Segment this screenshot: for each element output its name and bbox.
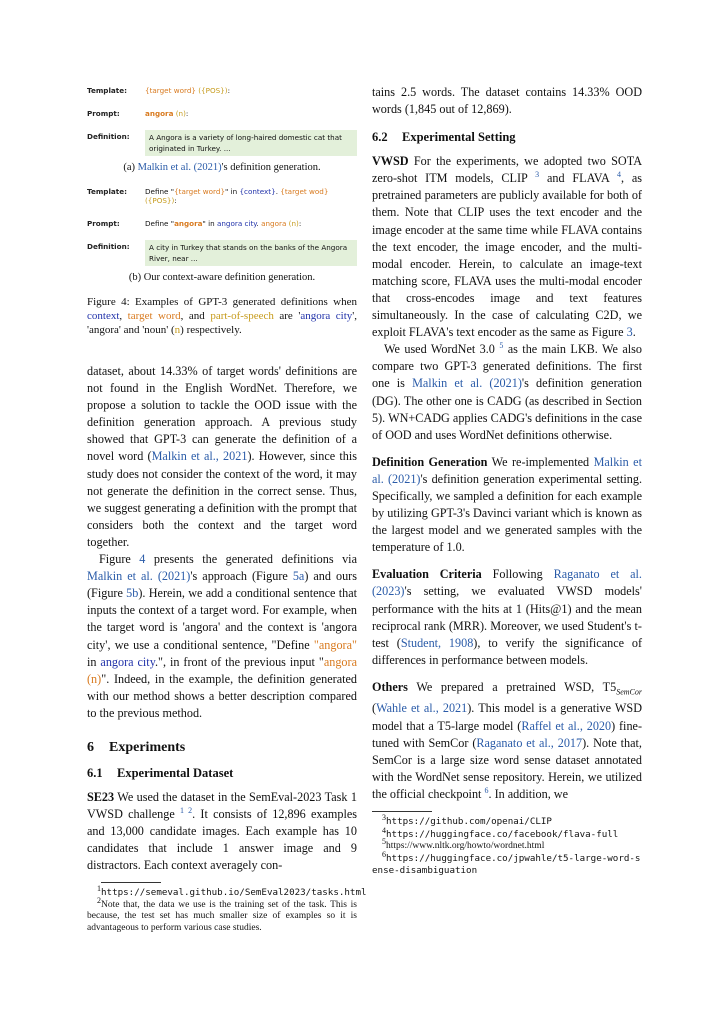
p2-c: 's approach (Figure [190,569,293,584]
se23-a: We used the dataset in the SemEval-2023 Task 1 VWSD challenge [87,789,357,822]
dg-a: We re-implemented [487,454,594,469]
figure-4b-definition-row [87,240,357,266]
others-heading: Others [372,679,408,694]
prompt-colon: : [298,219,302,228]
paragraph-wordnet [372,341,642,444]
dg-citation[interactable]: Malkin et al. (2021) [372,454,642,486]
caption-context: context [87,310,120,322]
caption-are: are ' [273,310,301,322]
others-f: . In addition, we [488,786,569,801]
figure-4a-subcaption [87,162,357,173]
vwsd-c: , as pretrained parameters are publicly available for both of them. Note that CLIP uses the text encoder and the image encoder at the same time while FLAVA contains the text encoder, the image encoder, and the multi-modal encoder. Herein, to calculate an image-text matching score, FLAVA uses the multi-modal encoder that cross-encodes image and text features simultaneously. In the case of calculating C2D, we exploit FLAVA's text encoder as the same as Figure [372,171,642,340]
figure-4a-definition-row [87,130,357,156]
vwsd-figure-ref[interactable]: 3 [626,325,633,340]
section-6-heading [87,740,357,756]
figure-4b-subcaption: (b) Our context-aware definition generation. [128,272,316,283]
prompt-value [145,217,357,228]
prompt-word2: angora [261,219,287,228]
template-pos: ({POS}) [198,86,228,95]
figure-4-caption [87,295,357,337]
footnote-1-number: 1 [97,884,101,894]
p1-end: ). However, since this study does not consider the context of the word, it may not generate the definition in the correct sense. Thus, we suggest generating a definition with the prompt that considers both the context and the target word together. [87,449,358,549]
others-d: ) fine-tuned with SemCor ( [372,718,643,750]
section-6-title: Experiments [109,739,186,755]
vwsd-footnote-3[interactable]: 3 [535,170,540,180]
p2-city: angora city [100,654,155,669]
prompt-pre: Define " [145,219,175,228]
template-value [145,84,357,95]
footnote-2-text: Note that, the data we use is the training set of the task. This is because, the test set has much smaller size of examples so it is advantageous to perform various case studies. [87,899,357,933]
template-mid: " in [225,187,240,196]
template-label: Template: [87,86,127,95]
template-target: {target word} [174,187,226,196]
paragraph-dataset-cont: tains 2.5 words. The dataset contains 14.33% OOD words (1,845 out of 12,869). [372,85,642,117]
paragraph-ood [87,363,357,551]
others-subscript: SemCor [616,687,642,697]
others-e: ). Note that, SemCor is a large size word sense dataset annotated with the WordNet sense repository. Herein, we utilized the official checkpoint [372,735,642,801]
wn-b: as the main LKB. We also compare two GPT-3 generated definitions. The first one is [372,342,642,391]
footnote-5 [372,836,642,853]
section-6-1-title: Experimental Dataset [117,765,234,780]
figure-4a-prompt-row [87,107,357,118]
paragraph-se23 [87,789,357,874]
p2-figure-5b-ref[interactable]: 5b [126,586,139,601]
section-6-2-heading [372,130,642,145]
right-column [372,84,642,878]
section-6-1-number: 6.1 [87,765,103,780]
figure-4b [87,185,357,266]
prompt-mid: " in [202,219,217,228]
figure-4b-template-row [87,185,357,205]
others-citation-wahle[interactable]: Wahle et al., 2021 [376,701,468,716]
template-context: {context} [239,187,276,196]
wn-citation[interactable]: Malkin et al. (2021) [412,376,522,391]
footnote-4 [372,825,642,842]
p2-in: in [87,654,101,669]
definition-text: A city in Turkey that stands on the banks of the Angora River, near ... [145,240,357,266]
footnote-6 [372,849,642,878]
vwsd-d: . [632,325,636,340]
vwsd-footnote-4[interactable]: 4 [616,170,621,180]
figure-4a-template-row [87,84,357,95]
footnote-6-url[interactable]: https://huggingface.co/jpwahle/t5-large-word-sense-disambiguation [372,852,641,876]
section-6-2-number: 6.2 [372,130,388,145]
caption-lead: Figure 4: Examples of GPT-3 generated definitions when [87,296,357,308]
others-footnote-6[interactable]: 6 [484,785,489,795]
prompt-value [145,107,357,118]
right-footnotes [372,811,642,878]
se23-b: . It consists of 12,896 examples and 13,000 candidate images. Each example has 10 candidates that include 1 answer image and 9 distractors. Each context averagely con- [87,807,357,873]
paragraph-evaluation-criteria [372,566,642,669]
ec-heading: Evaluation Criteria [372,567,482,582]
others-c: ). This model is a generative WSD model that a T5-large model ( [372,701,642,733]
template-target: {target word} [145,86,196,95]
prompt-label: Prompt: [87,109,120,118]
paragraph-definition-generation [372,454,642,557]
prompt-colon: : [185,109,189,118]
se23-heading: SE23 [87,789,115,804]
caption-target: target word [127,310,181,322]
prompt-context: angora city [216,219,257,228]
template-colon: : [227,86,230,95]
caption-n: n [174,324,181,336]
caption-and: , and [180,310,211,322]
footnote-1 [87,884,367,900]
section-6-2-title: Experimental Setting [402,130,516,145]
p2-d: ) and ours (Figure [87,569,357,601]
ec-citation-student[interactable]: Student, 1908 [400,635,474,650]
footnote-rule [101,882,161,883]
footnote-2 [87,895,357,935]
p2-a: Figure [99,552,140,567]
others-a: We prepared a pretrained WSD, T5 [407,679,617,694]
prompt-word: angora [174,219,203,228]
definition-label: Definition: [87,132,130,141]
vwsd-a: For the experiments, we adopted two SOTA zero-shot ITM models, CLIP [372,154,642,186]
se23-footnote-marks[interactable]: 1 2 [180,806,193,815]
wn-c: 's definition generation (DG). The other one is CADG (as described in Section 5). WN+CADG applies CADG's definitions in the case of OOD and uses WordNet definitions otherwise. [372,376,642,442]
p2-citation[interactable]: Malkin et al. (2021) [87,569,191,584]
footnote-2-number: 2 [97,895,101,905]
p2-angora-n: angora (n) [87,654,357,686]
prompt-word: angora [145,109,174,118]
ec-citation[interactable]: Raganato et al. (2023) [372,567,642,599]
footnote-1-url[interactable]: https://semeval.github.io/SemEval2023/tasks.html [101,887,367,899]
paragraph-figure4 [87,551,357,722]
p2-figure-5a-ref[interactable]: 5a [292,569,305,584]
template-pos: ({POS}) [145,196,175,205]
footnote-5-number: 5 [382,836,386,846]
section-6-1-heading [87,766,357,781]
left-footnotes [87,882,367,934]
ec-a: Following [481,567,554,582]
paragraph-others [372,679,642,803]
p2-figure-ref[interactable]: 4 [139,552,146,567]
subcap-prefix: (a) [123,162,138,173]
caption-pos: part-of-speech [210,310,274,322]
left-column [87,84,367,934]
footnote-4-number: 4 [382,825,386,835]
footnote-6-number: 6 [382,849,386,859]
caption-end: ) respectively. [180,324,242,336]
definition-text: A Angora is a variety of long-haired domestic cat that originated in Turkey. ... [145,130,357,156]
footnote-4-url[interactable]: https://huggingface.co/facebook/flava-full [386,828,619,840]
ec-b: 's setting, we evaluated VWSD models' performance with the hits at 1 (Hits@1) and the mean reciprocal rank (MRR). Moreover, we used Student's t-test ( [372,584,642,650]
template-target2: {target wod} [280,187,329,196]
footnote-3-number: 3 [382,812,386,822]
p2-e: ). Herein, we add a conditional sentence that inputs the context of a target word. For example, when the target word is 'angora' and the context is 'angora city', we use a conditional sentence, "Define [87,586,357,652]
vwsd-b: and FLAVA [539,171,617,186]
figure-4a [87,84,357,156]
footnote-rule [372,811,432,812]
p2-b: presents the generated definitions via [145,552,357,567]
p1-text: dataset, about 14.33% of target words' definitions are not found in the English WordNet. Therefore, we propose a solution to tackle the OOD issue with the definition generation approach. A previous study showed that GPT-3 can generate the definition of a novel word ( [87,364,357,464]
template-pre: Define " [145,187,175,196]
prompt-pos: (n) [288,219,299,228]
footnote-3-url[interactable]: https://github.com/openai/CLIP [386,816,552,827]
p1-citation[interactable]: Malkin et al., 2021 [151,449,248,464]
template-value [145,185,357,205]
footnote-5-text[interactable]: https://www.nltk.org/howto/wordnet.html [386,841,545,851]
p2-angora: "angora" [313,637,357,652]
prompt-dot: . [256,219,262,228]
prompt-label: Prompt: [87,219,120,228]
prompt-pos: (n) [175,109,186,118]
figure-4b-prompt-row [87,217,357,228]
others-citation-raganato[interactable]: Raganato et al., 2017 [476,735,583,750]
footnote-3 [372,812,642,829]
template-colon: : [174,196,177,205]
p2-g: ". Indeed, in the example, the definition generated with our method shows a better description compared to the previous method. [87,671,357,720]
dg-heading: Definition Generation [372,454,488,469]
definition-label: Definition: [87,242,130,251]
caption-mid: ', 'angora' and 'noun' ( [87,310,357,336]
subcap-suffix: 's definition generation. [221,162,321,173]
template-dot: . [275,187,281,196]
dg-b: 's definition generation experimental setting. Specifically, we sampled a definition for each example by utilizing GPT-3's Davinci variant which is known as the largest model and we generated samples with the temperature of 1.0. [372,471,642,555]
subcap-citation[interactable]: Malkin et al. (2021) [137,162,222,173]
wn-footnote-5[interactable]: 5 [499,341,504,351]
caption-context-value: angora city [300,310,353,322]
p2-f: .", in front of the previous input " [155,654,324,669]
ec-c: ), to verify the significance of differences in performance between models. [372,635,642,667]
caption-comma: , [119,310,128,322]
section-6-number: 6 [87,739,94,755]
others-citation-raffel[interactable]: Raffel et al., 2020 [521,718,612,733]
vwsd-heading: VWSD [372,154,409,169]
template-label: Template: [87,187,127,196]
others-b: ( [372,701,377,716]
paragraph-vwsd [372,153,642,341]
wn-a: We used WordNet 3.0 [384,342,500,357]
